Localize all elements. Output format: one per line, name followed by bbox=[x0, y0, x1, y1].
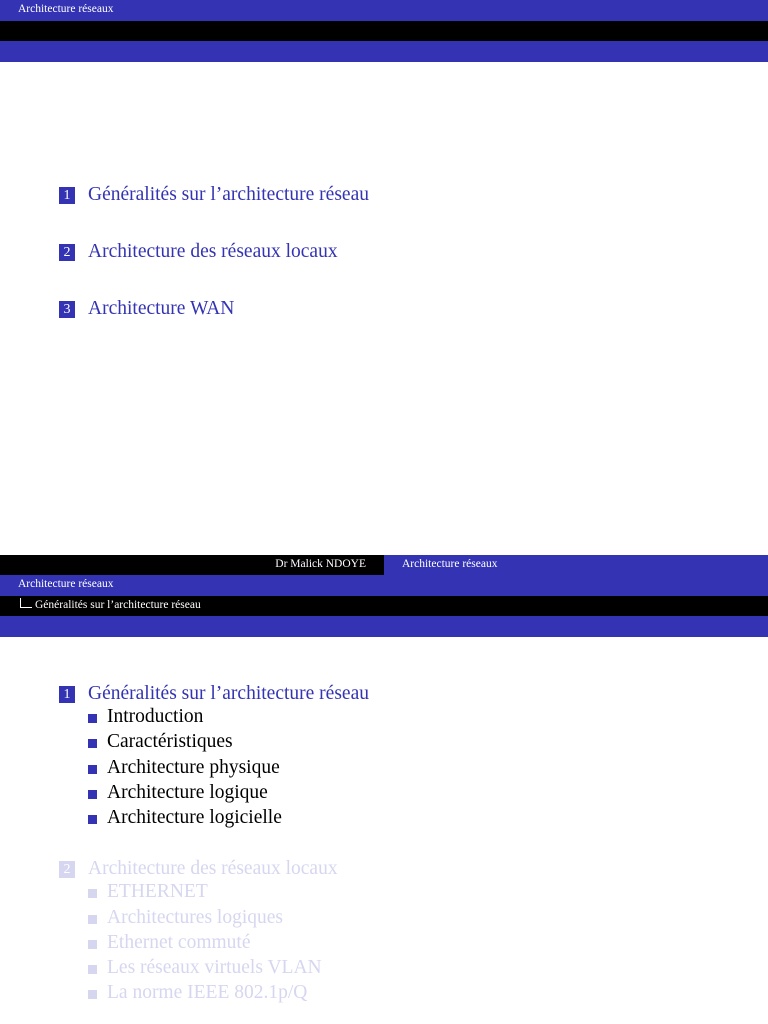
slide-2 bbox=[0, 555, 768, 1024]
toc-title: Généralités sur l’architecture réseau bbox=[88, 184, 369, 205]
subsection-item[interactable] bbox=[88, 982, 307, 1004]
square-bullet-icon bbox=[88, 915, 97, 924]
section-number: 1 bbox=[59, 686, 75, 703]
toc-item-1[interactable] bbox=[59, 184, 369, 206]
header-title-bar bbox=[0, 0, 768, 21]
subsection-label: Architecture logique bbox=[107, 782, 268, 803]
toc-number: 3 bbox=[59, 301, 75, 318]
square-bullet-icon bbox=[88, 714, 97, 723]
toc-title: Architecture des réseaux locaux bbox=[88, 241, 338, 262]
toc-number: 1 bbox=[59, 187, 75, 204]
square-bullet-icon bbox=[88, 965, 97, 974]
subsection-label: Architecture logicielle bbox=[107, 807, 282, 828]
header-subtitle-text: Généralités sur l’architecture réseau bbox=[35, 599, 201, 612]
subsection-label: Ethernet commuté bbox=[107, 932, 251, 953]
subsection-item[interactable] bbox=[88, 706, 203, 728]
section-title: Généralités sur l’architecture réseau bbox=[88, 683, 369, 704]
section-2-heading[interactable] bbox=[59, 858, 338, 880]
square-bullet-icon bbox=[88, 940, 97, 949]
header-blue-strip bbox=[0, 616, 768, 637]
subsection-item[interactable] bbox=[88, 731, 233, 753]
subsection-item[interactable] bbox=[88, 907, 283, 929]
header-subtitle bbox=[20, 596, 201, 616]
square-bullet-icon bbox=[88, 765, 97, 774]
subsection-item[interactable] bbox=[88, 757, 280, 779]
section-number: 2 bbox=[59, 861, 75, 878]
header-subtitle-bar bbox=[0, 596, 768, 616]
square-bullet-icon bbox=[88, 790, 97, 799]
header-subtitle-bar bbox=[0, 21, 768, 41]
toc-item-2[interactable] bbox=[59, 241, 338, 263]
header-blue-strip bbox=[0, 41, 768, 62]
subsection-label: Caractéristiques bbox=[107, 731, 233, 752]
header-title-bar bbox=[0, 575, 768, 596]
tree-corner-icon bbox=[20, 598, 32, 608]
subsection-item[interactable] bbox=[88, 881, 208, 903]
square-bullet-icon bbox=[88, 739, 97, 748]
subsection-label: Architectures logiques bbox=[107, 907, 283, 928]
section-title: Architecture des réseaux locaux bbox=[88, 858, 338, 879]
header-title: Architecture réseaux bbox=[18, 3, 114, 15]
section-1-heading[interactable] bbox=[59, 683, 369, 705]
subsection-label: ETHERNET bbox=[107, 881, 208, 902]
toc-title: Architecture WAN bbox=[88, 298, 235, 319]
subsection-label: La norme IEEE 802.1p/Q bbox=[107, 982, 308, 1003]
square-bullet-icon bbox=[88, 815, 97, 824]
subsection-item[interactable] bbox=[88, 957, 322, 979]
footer-title: Architecture réseaux bbox=[402, 558, 498, 570]
subsection-item[interactable] bbox=[88, 782, 268, 804]
square-bullet-icon bbox=[88, 990, 97, 999]
toc-item-3[interactable] bbox=[59, 298, 234, 320]
subsection-label: Architecture physique bbox=[107, 757, 280, 778]
toc-number: 2 bbox=[59, 244, 75, 261]
header-title: Architecture réseaux bbox=[18, 578, 114, 590]
subsection-item[interactable] bbox=[88, 932, 251, 954]
subsection-label: Les réseaux virtuels VLAN bbox=[107, 957, 322, 978]
square-bullet-icon bbox=[88, 889, 97, 898]
subsection-label: Introduction bbox=[107, 706, 204, 727]
subsection-item[interactable] bbox=[88, 807, 282, 829]
footer-author: Dr Malick NDOYE bbox=[275, 558, 366, 570]
